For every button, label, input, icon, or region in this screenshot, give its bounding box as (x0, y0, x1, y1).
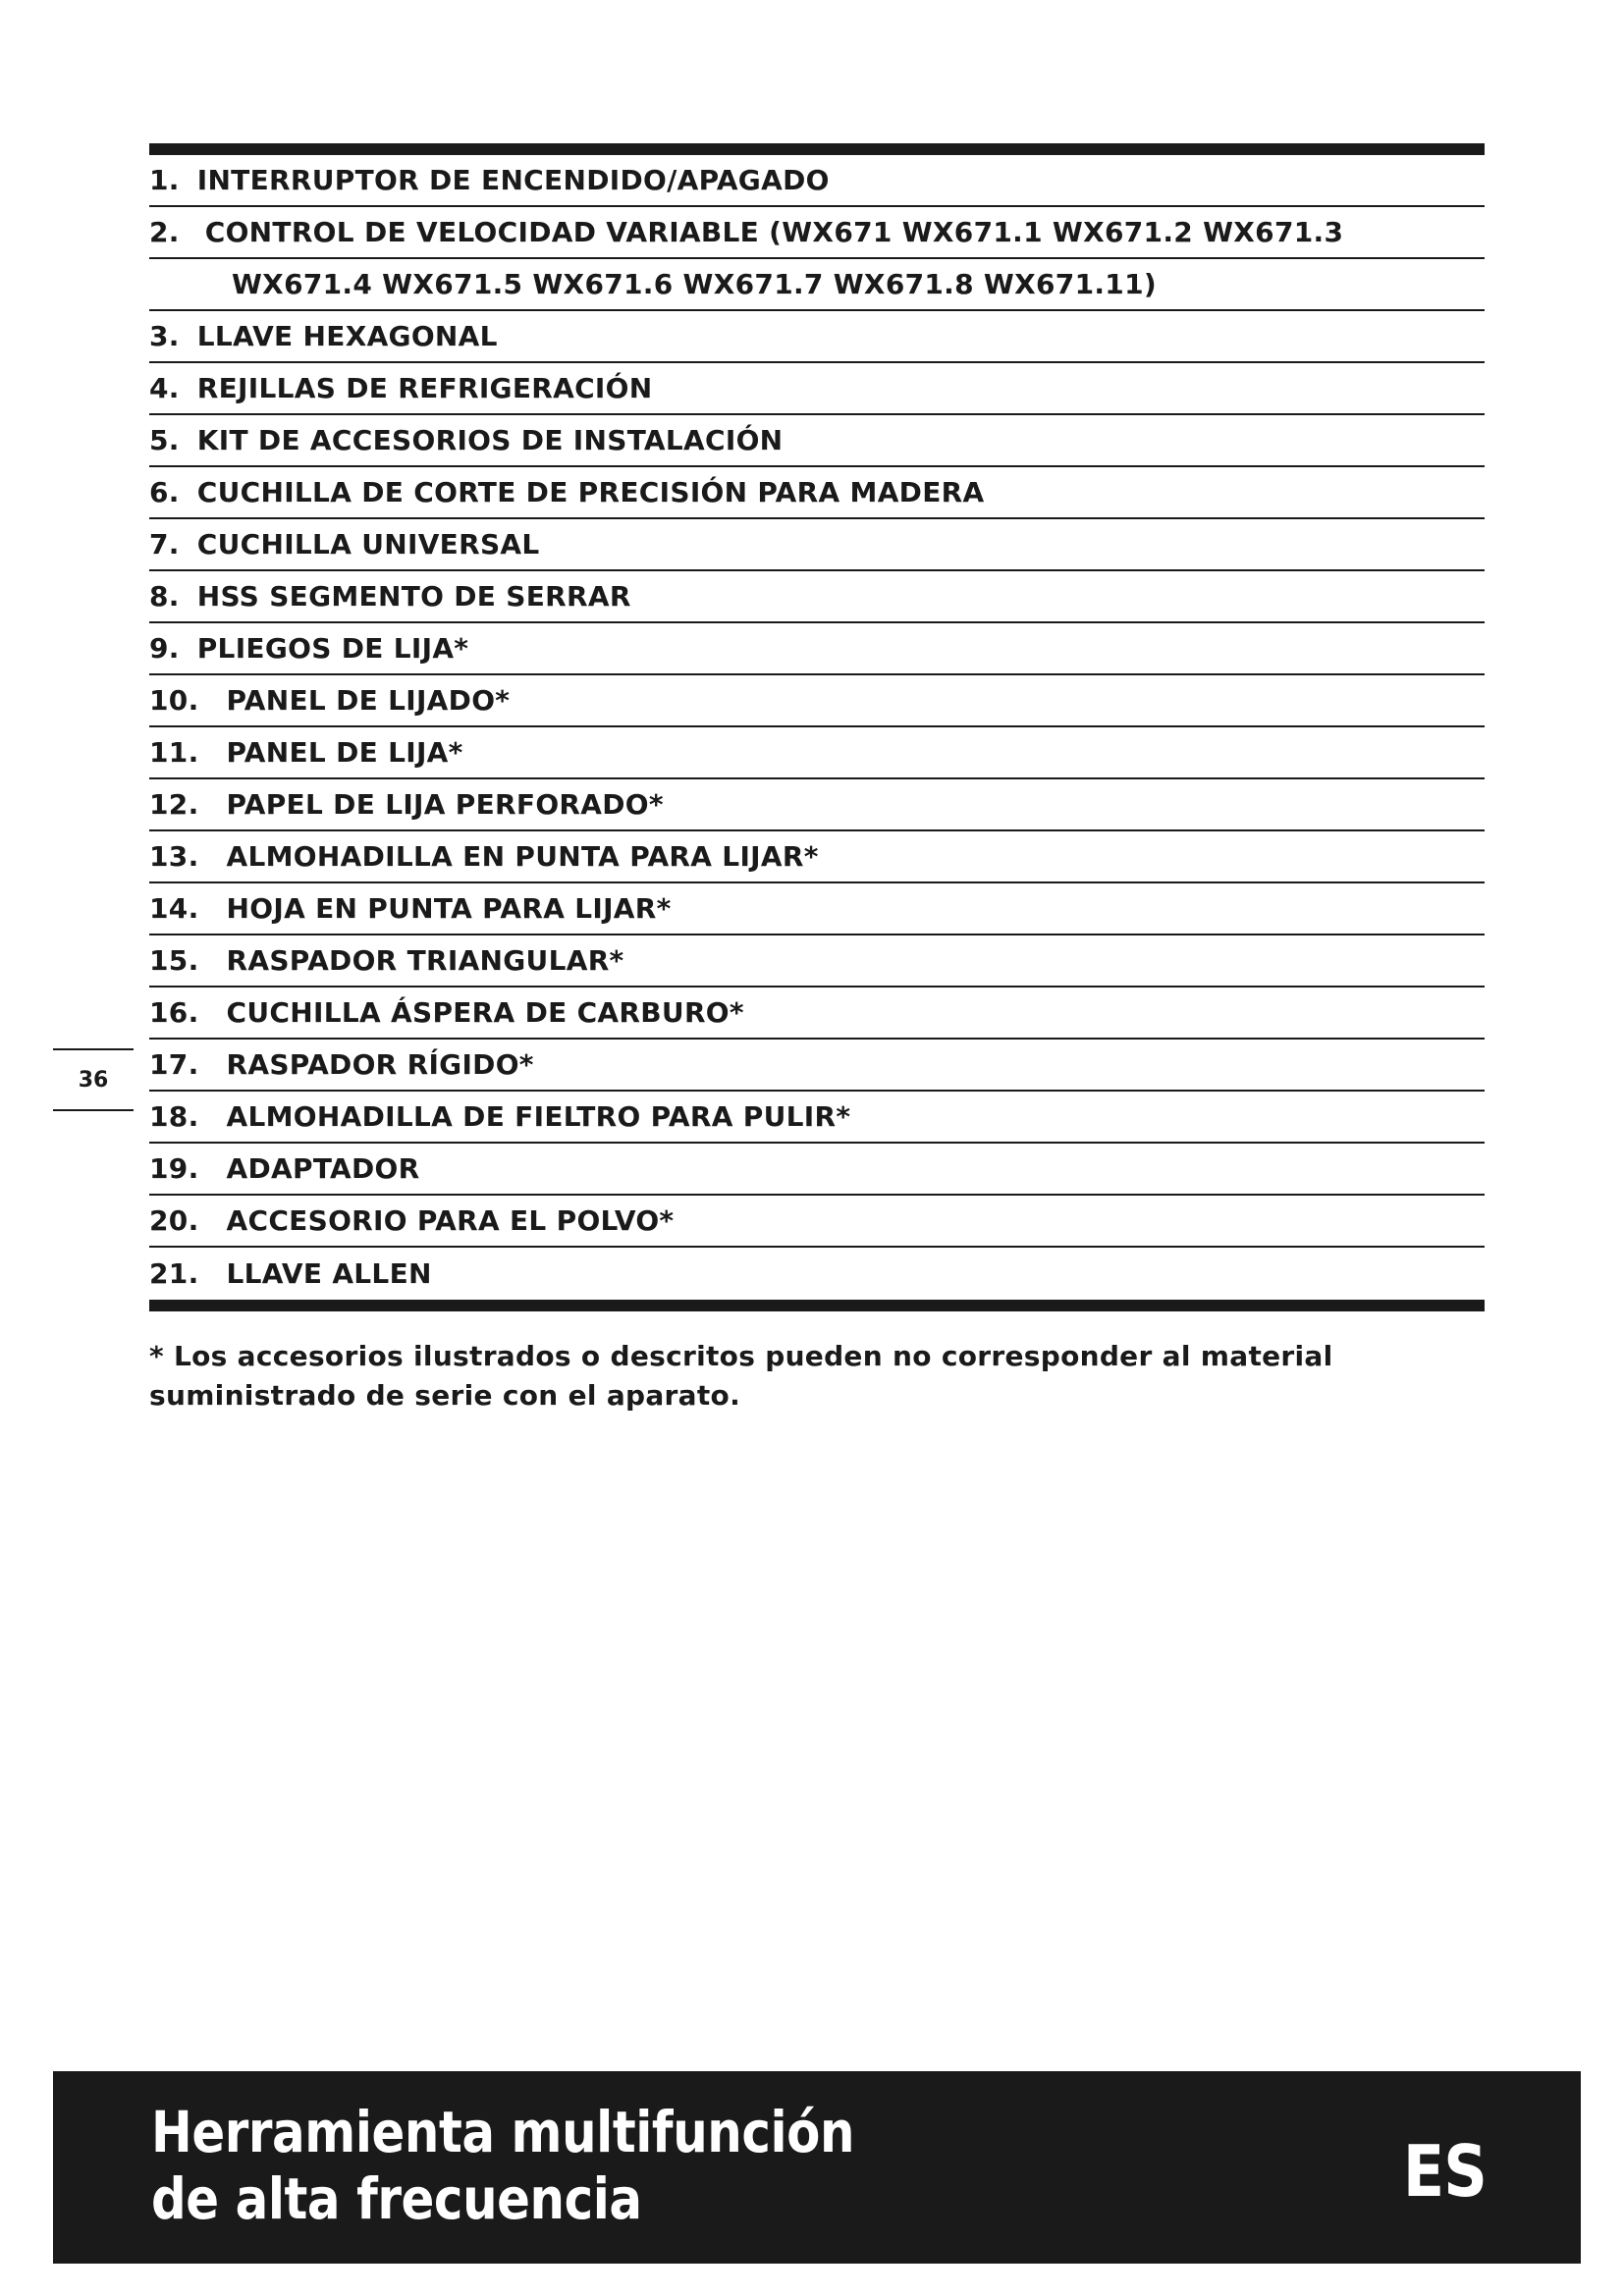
item-number: 13. (149, 840, 199, 873)
item-label: ALMOHADILLA EN PUNTA PARA LIJAR* (226, 840, 819, 873)
list-item (149, 1196, 1485, 1248)
list-item (149, 155, 1485, 207)
footer-banner (53, 2071, 1581, 2264)
item-label: PAPEL DE LIJA PERFORADO* (226, 788, 664, 821)
list-item (149, 1092, 1485, 1144)
list-item (149, 571, 1485, 623)
list-item (149, 1040, 1485, 1092)
item-number: 9. (149, 632, 180, 665)
item-label: KIT DE ACCESORIOS DE INSTALACIÓN (196, 424, 784, 456)
list-item (149, 623, 1485, 675)
footnote (149, 1337, 1485, 1415)
item-number: 21. (149, 1257, 199, 1290)
list-item (149, 779, 1485, 831)
item-number: 19. (149, 1152, 199, 1185)
item-label: CONTROL DE VELOCIDAD VARIABLE (WX671 WX671.1 WX671.2 WX671.3 (204, 216, 1344, 248)
list-item-continuation (149, 259, 1485, 311)
item-number: 1. (149, 164, 180, 196)
item-label: CUCHILLA ÁSPERA DE CARBURO* (226, 996, 744, 1029)
item-label: INTERRUPTOR DE ENCENDIDO/APAGADO (196, 164, 830, 196)
list-item (149, 363, 1485, 415)
item-label: REJILLAS DE REFRIGERACIÓN (196, 372, 653, 404)
document-title-line: Herramienta multifunción (151, 2099, 855, 2165)
list-item (149, 1144, 1485, 1196)
item-number: 14. (149, 892, 199, 925)
item-label: PANEL DE LIJA* (226, 736, 463, 769)
list-item (149, 1248, 1485, 1300)
list-item (149, 988, 1485, 1040)
item-label: CUCHILLA UNIVERSAL (196, 528, 540, 561)
item-number: 15. (149, 944, 199, 977)
item-number: 8. (149, 580, 180, 613)
item-number: 5. (149, 424, 180, 456)
item-number: 2. (149, 216, 180, 248)
item-label: PLIEGOS DE LIJA* (196, 632, 469, 665)
item-label: ADAPTADOR (226, 1152, 420, 1185)
item-number: 4. (149, 372, 180, 404)
language-code: ES (1402, 2130, 1487, 2213)
item-label: PANEL DE LIJADO* (226, 684, 511, 717)
list-item (149, 935, 1485, 988)
list-item (149, 415, 1485, 467)
list-item (149, 883, 1485, 935)
list-item (149, 831, 1485, 883)
list-item (149, 207, 1485, 259)
item-number: 7. (149, 528, 180, 561)
document-title (151, 2099, 854, 2232)
item-label: RASPADOR TRIANGULAR* (226, 944, 624, 977)
item-number: 11. (149, 736, 199, 769)
item-label: LLAVE ALLEN (226, 1257, 432, 1290)
item-number: 10. (149, 684, 199, 717)
list-item (149, 727, 1485, 779)
footnote-line: * Los accesorios ilustrados o descritos pueden no corresponder al material (149, 1340, 1333, 1372)
page-number: 36 (53, 1048, 134, 1111)
item-number: 16. (149, 996, 199, 1029)
list-item (149, 311, 1485, 363)
list-item (149, 675, 1485, 727)
item-number: 20. (149, 1204, 199, 1237)
item-number: 6. (149, 476, 180, 508)
item-label: ACCESORIO PARA EL POLVO* (226, 1204, 675, 1237)
item-label: RASPADOR RÍGIDO* (226, 1048, 534, 1081)
item-number: 18. (149, 1100, 199, 1133)
item-label: HSS SEGMENTO DE SERRAR (196, 580, 631, 613)
list-item (149, 519, 1485, 571)
parts-list (149, 143, 1485, 1311)
footnote-line: suministrado de serie con el aparato. (149, 1379, 741, 1412)
item-label: LLAVE HEXAGONAL (196, 320, 498, 352)
list-item (149, 467, 1485, 519)
document-title-line: de alta frecuencia (151, 2165, 642, 2232)
item-number: 17. (149, 1048, 199, 1081)
item-label: WX671.4 WX671.5 WX671.6 WX671.7 WX671.8 WX671.11) (232, 268, 1157, 300)
item-number: 12. (149, 788, 199, 821)
item-label: ALMOHADILLA DE FIELTRO PARA PULIR* (226, 1100, 851, 1133)
item-label: CUCHILLA DE CORTE DE PRECISIÓN PARA MADERA (196, 476, 985, 508)
item-number: 3. (149, 320, 180, 352)
item-label: HOJA EN PUNTA PARA LIJAR* (226, 892, 672, 925)
